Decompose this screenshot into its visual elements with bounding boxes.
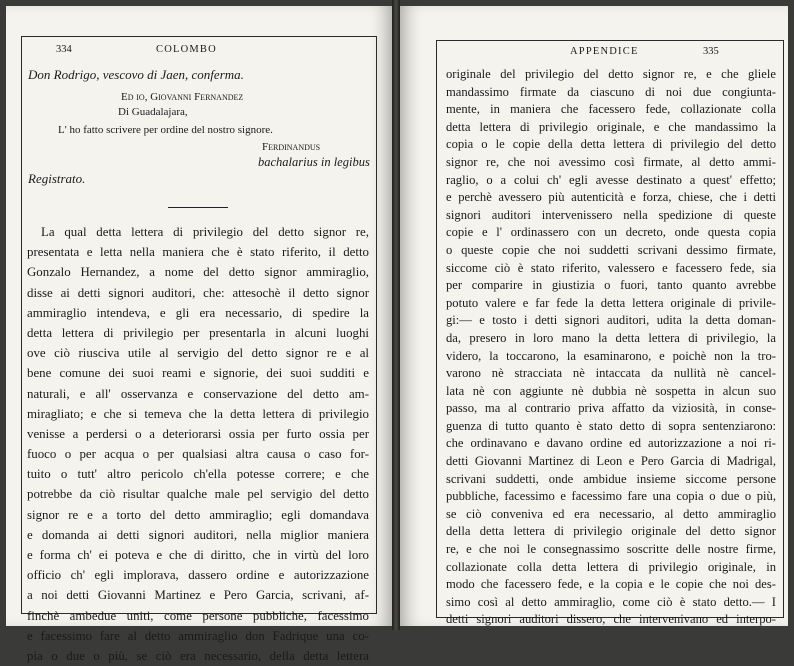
- text-line: e domanda ai detti signori auditori, nella miglior maniera: [27, 527, 369, 542]
- text-line: collazionate colla detta lettera di privilegio originale, in: [446, 559, 776, 574]
- text-line: della detta lettera di privilegio originale del detto signor: [446, 524, 776, 539]
- right-page: [400, 6, 788, 626]
- text-line: venisse a perdersi o a deteriorarsi ossia per furto ossia per: [27, 426, 369, 441]
- text-line: pia o due o più, se ciò era necessario, della detta lettera: [27, 648, 369, 663]
- text-line: videro, la toccarono, la esaminarono, e poichè non la tro-: [446, 348, 776, 363]
- text-line: e perchè avessero più autenticità e forza, chiese, che i detti: [446, 190, 776, 205]
- text-line: fuoco o per acqua o per qualsiasi altra causa o caso for-: [27, 447, 369, 462]
- text-line: lata nè con aggiunte nè dubbia nè sospetta in alcun suo: [446, 383, 776, 398]
- text-line: Gonzalo Hernandez, a nome del detto signor ammiraglio,: [27, 265, 369, 280]
- text-line: se ciò conveniva ed era necessario, al detto ammiraglio: [446, 506, 776, 521]
- text-line: officio ch' egli implorava, dassero ordine e autorizzazione: [27, 568, 369, 583]
- signoff-top-line: Don Rodrigo, vescovo di Jaen, conferma.: [28, 67, 244, 82]
- text-line: tuito o tutt' altro pericolo ch'ella potesse correre; e che: [27, 467, 369, 482]
- text-line: guenza di tutto quanto è stato detto di sopra sentenziarono:: [446, 418, 776, 433]
- text-line: modo che facessero fede, e la copia e le copie che noi des-: [446, 577, 776, 592]
- text-line: presentata e letta nella maniera che è stato riferito, il detto: [27, 245, 369, 260]
- text-line: bene comune dei suoi reami e signorie, dei suoi sudditi e: [27, 366, 369, 381]
- text-line: signori auditori intervenissero nella spedizione di queste: [446, 207, 776, 222]
- text-line: naturali, e all' osservanza e conservazione del detto am-: [27, 386, 369, 401]
- book-gutter: [392, 0, 400, 630]
- text-line: mente, in maniera che facessero fede, collazionate colla: [446, 102, 776, 117]
- page-number: 335: [703, 46, 719, 57]
- text-line: detti Giovanni Martinez di Leon e Pero Garcia di Madrigal,: [446, 454, 776, 469]
- left-body-text: [27, 222, 369, 666]
- text-line: finchè ambedue uniti, come persone pubbliche, facessimo: [27, 608, 369, 623]
- text-line: signor re e a torto del detto ammiraglio; egli domandava: [27, 507, 369, 522]
- text-line: potuto valere e far fede la detta lettera originale di privile-: [446, 295, 776, 310]
- text-line: passo, ma al contrario priva affatto da viziosità, in conse-: [446, 401, 776, 416]
- text-line: disse ai detti signori auditori, che: attesochè il detto signor: [27, 285, 369, 300]
- text-line: La qual detta lettera di privilegio del detto signor re,: [41, 225, 369, 239]
- text-line: da, presero in loro mano la detta lettera di privilegio, la: [446, 330, 776, 345]
- text-line: re, e che noi le consegnassimo soscritte delle nostre firme,: [446, 542, 776, 557]
- text-line: e facessimo fare al detto ammiraglio don Fadrique una co-: [27, 628, 369, 643]
- text-line: scrivani suddetti, onde ambidue insieme siccome persone: [446, 471, 776, 486]
- text-line: o queste copie che noi suddetti scrivani dessimo firmate,: [446, 242, 776, 257]
- text-line: signor re, che noi avessimo così firmate, al detto ammi-: [446, 154, 776, 169]
- text-line: simo così al detto ammiraglio, come ciò è stato detto.— I: [446, 594, 776, 609]
- page-number: 334: [56, 44, 72, 55]
- text-line: detta lettera di privilegio originale, e che mandassimo la: [446, 119, 776, 134]
- text-line: ove ciò riusciva utile al servigio del detto signor re e al: [27, 346, 369, 361]
- section-divider: [168, 207, 228, 208]
- signoff-registrato: Registrato.: [28, 171, 86, 186]
- signoff-name: Ferdinandus: [262, 141, 321, 153]
- text-line: pubbliche, facessimo e facessimo fare una copia o due o più,: [446, 489, 776, 504]
- text-line: detta lettera di privilegio per presentarla in alcuni luoghi: [27, 325, 369, 340]
- text-line: per comparire in giustizia o fuori, tanto quanto avrebbe: [446, 278, 776, 293]
- text-line: varono nè stracciata nè intaccata da nullità nè cancel-: [446, 366, 776, 381]
- text-line: gi:— e tosto i detti signori auditori, udita la detta doman-: [446, 313, 776, 328]
- left-page: [6, 6, 392, 663]
- text-line: siccome ciò è stato riferito, valessero e facessero fede, sia: [446, 260, 776, 275]
- right-body-text: [446, 66, 776, 629]
- text-line: che ordinavano e davano ordine ed autorizzazione a noi ri-: [446, 436, 776, 451]
- text-line: raglio, o a colui ch' egli avesse destinato a quest' effetto;: [446, 172, 776, 187]
- signoff-title: bachalarius in legibus: [258, 155, 370, 169]
- text-line: detti signori auditori dissero, che intervenivano ed interpo-: [446, 612, 776, 627]
- text-line: copia o le copie della detta lettera di privilegio del detto: [446, 137, 776, 152]
- signoff-line2: Di Guadalajara,: [118, 106, 188, 118]
- text-line: copie e l' ordinassero con un decreto, onde questa copia: [446, 225, 776, 240]
- text-line: potrebbe da ciò risultar qualche male pel servigio del detto: [27, 487, 369, 502]
- running-title: APPENDICE: [570, 46, 639, 57]
- text-line: ammiraglio intendeva, e gli era necessario, di spedire la: [27, 305, 369, 320]
- signoff-line3: L' ho fatto scrivere per ordine del nostro signore.: [58, 124, 273, 136]
- text-line: a noi detti Giovanni Martinez e Pero Garcia, scrivani, af-: [27, 588, 369, 603]
- text-line: miragliato; e che si temeva che la detta lettera di privilegio: [27, 406, 369, 421]
- running-title: COLOMBO: [156, 44, 217, 55]
- text-line: mandassimo firmate da ciascuno di noi due congiunta-: [446, 84, 776, 99]
- text-line: e forma ch' ei poteva e che di diritto, che in virtù del loro: [27, 548, 369, 562]
- text-line: originale del privilegio del detto signor re, e che gliele: [446, 67, 776, 81]
- signoff-line1: Ed io, Giovanni Fernandez: [121, 91, 244, 103]
